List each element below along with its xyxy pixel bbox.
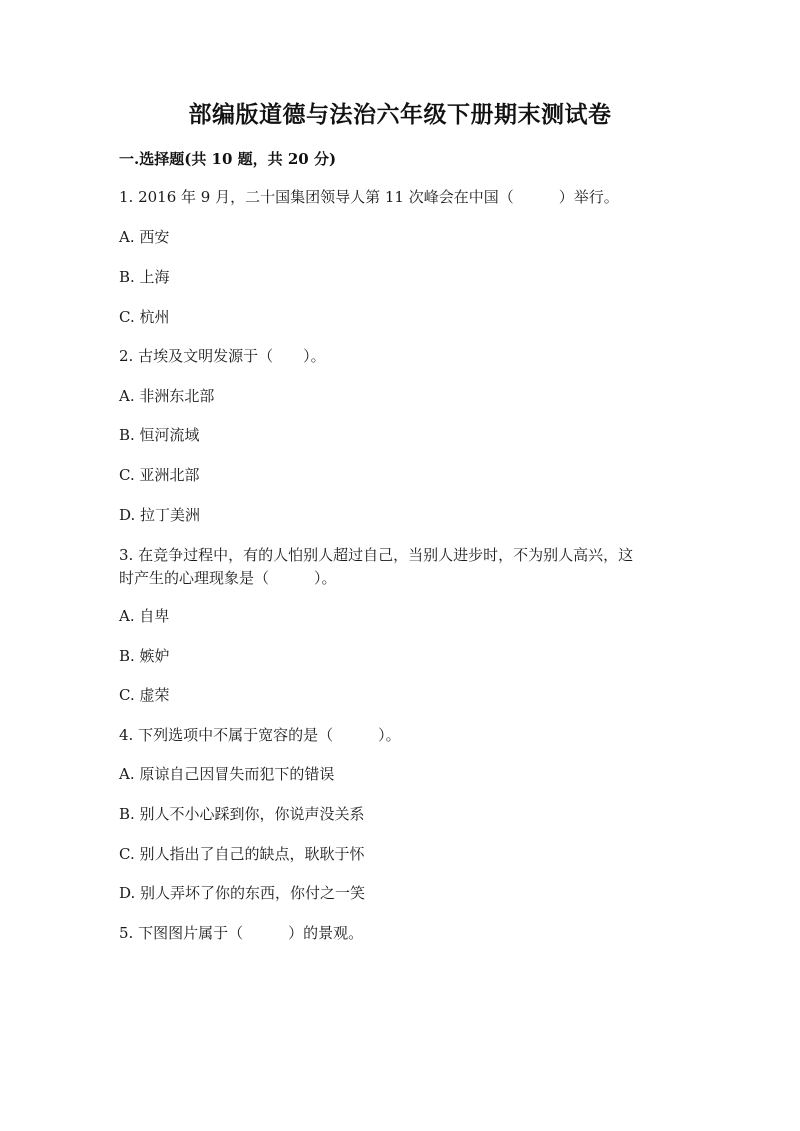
question-3-option-a: A. 自卑 bbox=[119, 607, 170, 625]
question-1-stem: 1. 2016 年 9 月，二十国集团领导人第 11 次峰会在中国（ ）举行。 bbox=[119, 188, 619, 206]
question-4-option-a: A. 原谅自己因冒失而犯下的错误 bbox=[119, 765, 335, 783]
question-3-option-c: C. 虚荣 bbox=[119, 686, 170, 704]
question-1-option-a: A. 西安 bbox=[119, 228, 170, 246]
page-title: 部编版道德与法治六年级下册期末测试卷 bbox=[188, 101, 612, 128]
question-2-stem: 2. 古埃及文明发源于（ ）。 bbox=[119, 347, 326, 365]
question-2-option-a: A. 非洲东北部 bbox=[119, 387, 215, 405]
question-4-option-c: C. 别人指出了自己的缺点，耿耿于怀 bbox=[119, 845, 365, 863]
question-3-stem-line-2: 时产生的心理现象是（ ）。 bbox=[119, 569, 337, 587]
question-4-stem: 4. 下列选项中不属于宽容的是（ ）。 bbox=[119, 726, 401, 744]
question-2-option-b: B. 恒河流域 bbox=[119, 426, 200, 444]
question-2-option-d: D. 拉丁美洲 bbox=[119, 506, 201, 524]
question-1-option-b: B. 上海 bbox=[119, 268, 170, 286]
question-1-option-c: C. 杭州 bbox=[119, 308, 170, 326]
question-5-stem: 5. 下图图片属于（ ）的景观。 bbox=[119, 924, 364, 942]
question-3-stem-line-1: 3. 在竞争过程中，有的人怕别人超过自己，当别人进步时，不为别人高兴，这 bbox=[119, 546, 634, 564]
question-4-option-b: B. 别人不小心踩到你，你说声没关系 bbox=[119, 805, 365, 823]
question-4-option-d: D. 别人弄坏了你的东西，你付之一笑 bbox=[119, 884, 366, 902]
question-2-option-c: C. 亚洲北部 bbox=[119, 466, 200, 484]
section-heading: 一.选择题(共 10 题，共 20 分) bbox=[119, 150, 337, 168]
question-3-option-b: B. 嫉妒 bbox=[119, 647, 170, 665]
